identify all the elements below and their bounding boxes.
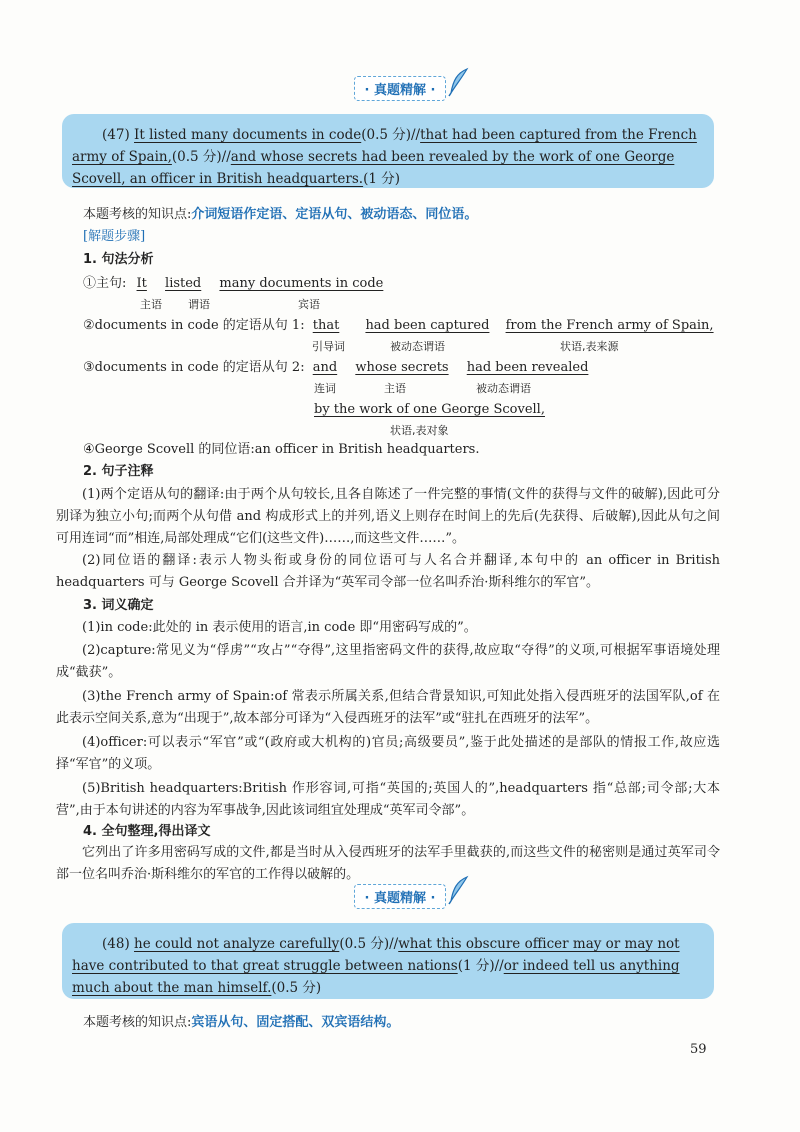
score-1: (0.5 分)// [361, 127, 421, 143]
score-3: (0.5 分) [271, 980, 322, 996]
word-paragraph-3: (3)the French army of Spain:of 常表示所属关系,但结合背景知识,可知此处指入侵西班牙的法国军队,of 在此表示空间关系,意为“出现于”,故本部分可译为“入侵西班牙的法军”或“驻扎在西班牙的法军”。 [56, 689, 720, 726]
answer-segment-2: that had been captured from the French army of Spain, [72, 127, 697, 165]
section-3-title: 3. 词义确定 [83, 598, 154, 613]
translation-paragraph: 它列出了许多用密码写成的文件,都是当时从入侵西班牙的法军手里截获的,而这些文件的秘密则是通过英军司令部一位名叫乔治·斯科维尔的军官的工作得以破解的。 [56, 845, 720, 882]
section-2-title: 2. 句子注释 [83, 464, 154, 479]
section-badge [0, 76, 800, 101]
answer-segment-1: It listed many documents in code [134, 127, 362, 143]
syntax-by-phrase: by the work of one George Scovell, [314, 402, 545, 417]
quill-pen-icon [447, 875, 471, 905]
question-47-box [62, 114, 714, 188]
score-1: (0.5 分)// [339, 936, 399, 952]
knowledge-value: 宾语从句、固定搭配、双宾语结构。 [191, 1015, 400, 1030]
question-number: (47) [102, 127, 130, 143]
word-paragraph-4: (4)officer:可以表示“军官”或“(政府或大机构的)官员;高级要员”,鉴于此处描述的是部队的情报工作,故应选择“军官”的义项。 [56, 735, 720, 772]
knowledge-points-47: 本题考核的知识点:介词短语作定语、定语从句、被动语态、同位语。 [83, 207, 478, 222]
quill-pen-icon [447, 67, 471, 97]
syntax-line-2: ②documents in code 的定语从句 1: that had been captured from the French army of Spain, [83, 318, 714, 333]
answer-segment-3: and whose secrets had been revealed by the work of one George Scovell, an officer in British headquarters. [72, 149, 675, 187]
answer-segment-2: what this obscure officer may or may not have contributed to that great struggle between nations [72, 936, 680, 974]
note-paragraph-1: (1)两个定语从句的翻译:由于两个从句较长,且各自陈述了一件完整的事情(文件的获得与文件的破解),因此可分别译为独立小句;而两个从句借 and 构成形式上的并列,语义上则存在时间上的先后(先获得、后破解),因此从句之间可用连词“而”相连,局部处理成“它们(这些文件)……,而这些文件……”。 [56, 487, 720, 546]
answer-segment-1: he could not analyze carefully [134, 936, 340, 952]
section-4-title: 4. 全句整理,得出译文 [83, 824, 211, 839]
score-2: (1 分)// [457, 958, 504, 974]
word-paragraph-2: (2)capture:常见义为“俘虏”“攻占”“夺得”,这里指密码文件的获得,故应取“夺得”的义项,可根据军事语境处理成“截获”。 [56, 643, 720, 680]
badge-label: · 真题精解 · [364, 891, 436, 906]
question-48-box [62, 923, 714, 999]
answer-segment-3: or indeed tell us anything much about the man himself. [72, 958, 680, 996]
syntax-line-3: ③documents in code 的定语从句 2: and whose secrets had been revealed [83, 360, 589, 375]
section-1-title: 1. 句法分析 [83, 252, 154, 267]
score-2: (0.5 分)// [171, 149, 231, 165]
score-3: (1 分) [363, 171, 401, 187]
syntax-line-4: ④George Scovell 的同位语:an officer in British headquarters. [83, 442, 480, 457]
knowledge-value: 介词短语作定语、定语从句、被动语态、同位语。 [191, 207, 478, 222]
badge-label: · 真题精解 · [364, 83, 436, 98]
syntax-line-1: ①主句: It listed many documents in code [83, 276, 384, 291]
page-number: 59 [690, 1042, 707, 1057]
word-paragraph-5: (5)British headquarters:British 作形容词,可指“英国的;英国人的”,headquarters 指“总部;司令部;大本营”,由于本句讲述的内容为军事战争,因此该词组宜处理成“英军司令部”。 [56, 781, 720, 818]
note-paragraph-2: (2)同位语的翻译:表示人物头衔或身份的同位语可与人名合并翻译,本句中的 an officer in British headquarters 可与 George Scovell 合并译为“英军司令部一位名叫乔治·斯科维尔的军官”。 [56, 553, 720, 590]
knowledge-points-48: 本题考核的知识点:宾语从句、固定搭配、双宾语结构。 [83, 1015, 400, 1030]
word-paragraph-1: (1)in code:此处的 in 表示使用的语言,in code 即“用密码写成的”。 [82, 620, 477, 635]
steps-label: [解题步骤] [83, 229, 146, 244]
question-number: (48) [102, 936, 130, 952]
section-badge [0, 884, 800, 909]
